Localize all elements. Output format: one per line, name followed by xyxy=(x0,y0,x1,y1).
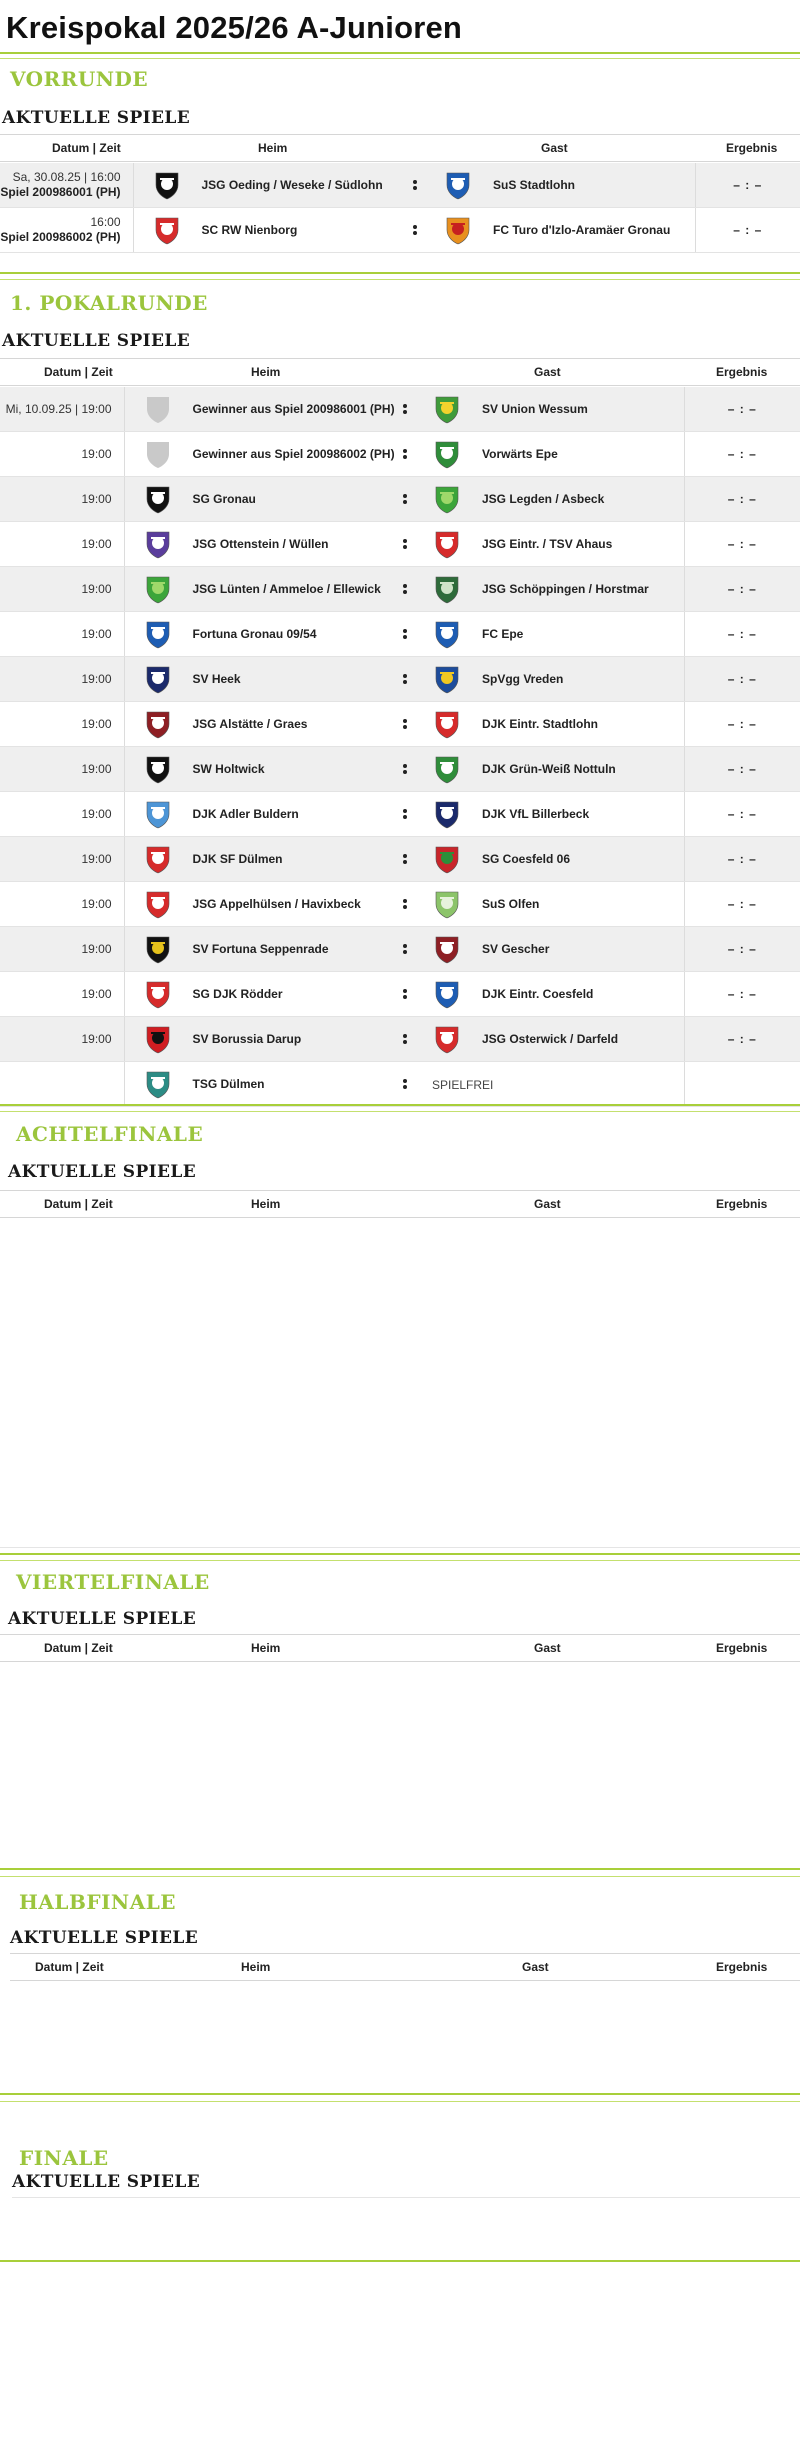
col-heim: Heim xyxy=(251,1641,281,1655)
home-team-name[interactable]: SV Borussia Darup xyxy=(192,1032,302,1046)
score-separator xyxy=(396,522,414,567)
home-team-cell xyxy=(124,612,396,657)
away-team-name[interactable]: JSG Osterwick / Darfeld xyxy=(482,1032,619,1046)
colon-icon xyxy=(403,1032,408,1046)
away-team-cell xyxy=(425,208,695,253)
away-team-cell xyxy=(414,432,684,477)
crest-red-white-icon xyxy=(143,889,173,919)
result-cell xyxy=(684,567,800,612)
table-row[interactable] xyxy=(0,657,800,702)
away-team-cell xyxy=(414,522,684,567)
colon-icon xyxy=(403,582,408,596)
page-title: Kreispokal 2025/26 A-Junioren xyxy=(6,10,463,45)
game-date-cell xyxy=(0,567,124,612)
home-team-cell xyxy=(133,208,405,253)
home-team-name[interactable]: SV Fortuna Seppenrade xyxy=(192,942,329,956)
score-separator xyxy=(396,477,414,522)
result-cell xyxy=(684,792,800,837)
game-date-cell xyxy=(0,612,124,657)
col-datum: Datum | Zeit xyxy=(35,1960,104,1974)
crest-blue-white-icon xyxy=(143,619,173,649)
game-date-cell xyxy=(0,882,124,927)
score-separator xyxy=(396,972,414,1017)
table-row[interactable] xyxy=(0,612,800,657)
score-separator xyxy=(396,747,414,792)
away-team-cell xyxy=(425,163,695,208)
game-number: Spiel 200986001 (PH) xyxy=(0,185,121,199)
away-team-cell xyxy=(414,477,684,522)
game-number: Spiel 200986002 (PH) xyxy=(0,230,121,244)
game-date: 19:00 xyxy=(81,761,112,776)
colon-icon xyxy=(403,717,408,731)
home-team-cell xyxy=(124,1017,396,1062)
placeholder-shield-icon xyxy=(143,439,173,469)
result-placeholder[interactable]: – : – xyxy=(727,537,757,552)
home-team-cell xyxy=(124,972,396,1017)
section-divider xyxy=(0,1553,800,1555)
home-team-name[interactable]: JSG Appelhülsen / Havixbeck xyxy=(192,897,361,911)
game-date: 19:00 xyxy=(81,1031,112,1046)
result-placeholder[interactable]: – : – xyxy=(727,717,757,732)
table-header xyxy=(10,1953,800,1981)
colon-icon xyxy=(403,852,408,866)
crest-green-white-icon xyxy=(432,439,462,469)
table-row[interactable] xyxy=(0,792,800,837)
result-placeholder[interactable]: – : – xyxy=(727,582,757,597)
game-date: 19:00 xyxy=(81,851,112,866)
section-divider xyxy=(0,272,800,274)
game-date: 19:00 xyxy=(81,986,112,1001)
current-games-heading: AKTUELLE SPIELE xyxy=(2,108,191,128)
away-team-name[interactable]: JSG Schöppingen / Horstmar xyxy=(482,582,649,596)
home-team-cell xyxy=(133,163,405,208)
crest-red-white-icon xyxy=(143,979,173,1009)
col-ergebnis: Ergebnis xyxy=(716,1641,768,1655)
home-team-name[interactable]: TSG Dülmen xyxy=(192,1077,265,1091)
away-team-name[interactable]: JSG Eintr. / TSV Ahaus xyxy=(482,537,613,551)
col-ergebnis: Ergebnis xyxy=(716,365,768,379)
away-team-name[interactable]: FC Turo d'Izlo-Aramäer Gronau xyxy=(493,223,671,237)
home-team-cell xyxy=(124,657,396,702)
result-cell xyxy=(684,702,800,747)
away-team-name[interactable]: SuS Stadtlohn xyxy=(493,178,575,192)
result-cell xyxy=(695,208,800,253)
home-team-name[interactable]: JSG Ottenstein / Wüllen xyxy=(192,537,329,551)
away-team-name[interactable]: SV Union Wessum xyxy=(482,402,588,416)
score-separator xyxy=(405,163,425,208)
section-divider xyxy=(0,1560,800,1561)
section-divider xyxy=(0,1876,800,1877)
game-date-cell xyxy=(0,477,124,522)
game-date-cell xyxy=(0,792,124,837)
colon-icon xyxy=(403,897,408,911)
home-team-cell xyxy=(124,1062,396,1107)
colon-icon xyxy=(403,402,408,416)
crest-red-white-icon xyxy=(432,709,462,739)
game-date-cell xyxy=(0,163,133,208)
result-cell xyxy=(684,882,800,927)
section-title-finale: FINALE xyxy=(19,2146,109,2170)
away-team-cell xyxy=(414,792,684,837)
game-date: 19:00 xyxy=(81,581,112,596)
crest-blue-yellow-icon xyxy=(432,664,462,694)
table-row[interactable] xyxy=(0,1017,800,1062)
game-date: 19:00 xyxy=(81,806,112,821)
result-cell xyxy=(684,657,800,702)
crest-red-green-icon xyxy=(432,844,462,874)
crest-green-yellow-icon xyxy=(432,394,462,424)
col-gast: Gast xyxy=(534,1641,561,1655)
result-cell xyxy=(684,747,800,792)
colon-icon xyxy=(403,672,408,686)
result-cell xyxy=(684,477,800,522)
home-team-name[interactable]: SG Gronau xyxy=(192,492,256,506)
score-separator xyxy=(396,882,414,927)
score-separator xyxy=(396,1062,414,1107)
colon-icon xyxy=(403,762,408,776)
home-team-name[interactable]: SV Heek xyxy=(192,672,241,686)
crest-navy-white-icon xyxy=(432,799,462,829)
away-team-cell xyxy=(414,972,684,1017)
table-header xyxy=(0,134,800,162)
table-row[interactable] xyxy=(0,432,800,477)
result-placeholder[interactable]: – : – xyxy=(733,178,763,193)
game-date-cell xyxy=(0,432,124,477)
game-date-cell xyxy=(0,747,124,792)
home-team-cell xyxy=(124,477,396,522)
crest-purple-white-icon xyxy=(143,529,173,559)
games-table-vorrunde xyxy=(0,163,800,253)
col-ergebnis: Ergebnis xyxy=(726,141,778,155)
col-gast: Gast xyxy=(522,1960,549,1974)
col-heim: Heim xyxy=(251,365,281,379)
away-team-cell xyxy=(414,1062,684,1107)
game-date: Sa, 30.08.25 | 16:00 xyxy=(12,170,121,184)
col-ergebnis: Ergebnis xyxy=(716,1197,768,1211)
table-row[interactable] xyxy=(0,163,800,208)
crest-teal-white-icon xyxy=(143,1069,173,1099)
crest-blue-white-icon xyxy=(432,979,462,1009)
score-separator xyxy=(396,387,414,432)
score-separator xyxy=(396,432,414,477)
section-divider xyxy=(0,58,800,59)
result-placeholder[interactable]: – : – xyxy=(727,627,757,642)
away-team-name[interactable]: FC Epe xyxy=(482,627,524,641)
away-team-name[interactable]: DJK Eintr. Coesfeld xyxy=(482,987,594,1001)
score-separator xyxy=(396,657,414,702)
table-bottom-line xyxy=(0,1547,800,1548)
table-row[interactable] xyxy=(0,567,800,612)
home-team-name[interactable]: Gewinner aus Spiel 200986001 (PH) xyxy=(192,402,395,416)
away-team-name[interactable]: SG Coesfeld 06 xyxy=(482,852,571,866)
col-datum: Datum | Zeit xyxy=(44,1197,113,1211)
crest-orange-red-icon xyxy=(443,215,473,245)
col-gast: Gast xyxy=(534,365,561,379)
score-separator xyxy=(396,702,414,747)
away-team-cell xyxy=(414,657,684,702)
result-cell xyxy=(684,927,800,972)
away-team-name[interactable]: SuS Olfen xyxy=(482,897,540,911)
result-placeholder[interactable]: – : – xyxy=(727,1032,757,1047)
section-title-vorrunde: VORRUNDE xyxy=(10,67,149,91)
crest-red-white-icon xyxy=(143,844,173,874)
away-team-cell xyxy=(414,882,684,927)
home-team-name[interactable]: SW Holtwick xyxy=(192,762,265,776)
crest-red-white-icon xyxy=(432,1024,462,1054)
home-team-cell xyxy=(124,522,396,567)
away-team-name[interactable]: JSG Legden / Asbeck xyxy=(482,492,605,506)
away-team-cell xyxy=(414,747,684,792)
home-team-name[interactable]: Gewinner aus Spiel 200986002 (PH) xyxy=(192,447,395,461)
away-team-cell xyxy=(414,387,684,432)
result-cell xyxy=(684,612,800,657)
score-separator xyxy=(396,837,414,882)
crest-lightblue-white-icon xyxy=(143,799,173,829)
home-team-cell xyxy=(124,702,396,747)
table-header xyxy=(0,1190,800,1218)
section-divider xyxy=(0,2260,800,2262)
section-title-halbfinale: HALBFINALE xyxy=(19,1890,177,1914)
away-team-name[interactable]: SV Gescher xyxy=(482,942,550,956)
crest-blue-white-icon xyxy=(432,619,462,649)
table-row[interactable] xyxy=(0,702,800,747)
section-title-achtelfinale: ACHTELFINALE xyxy=(16,1122,204,1146)
crest-darkgreen-icon xyxy=(432,574,462,604)
crest-green-icon xyxy=(432,484,462,514)
placeholder-shield-icon xyxy=(143,394,173,424)
result-placeholder[interactable]: – : – xyxy=(727,672,757,687)
game-date-cell xyxy=(0,1062,124,1107)
table-row[interactable] xyxy=(0,882,800,927)
game-date: 19:00 xyxy=(81,536,112,551)
crest-darkred-white-icon xyxy=(143,709,173,739)
game-date-cell xyxy=(0,522,124,567)
game-date: 19:00 xyxy=(81,671,112,686)
result-placeholder[interactable]: – : – xyxy=(727,447,757,462)
table-row[interactable] xyxy=(0,477,800,522)
result-placeholder[interactable]: – : – xyxy=(727,942,757,957)
game-date-cell xyxy=(0,208,133,253)
result-placeholder[interactable]: – : – xyxy=(727,807,757,822)
section-divider xyxy=(0,1111,800,1112)
score-separator xyxy=(396,612,414,657)
col-ergebnis: Ergebnis xyxy=(716,1960,768,1974)
table-row[interactable] xyxy=(0,208,800,253)
game-date: 19:00 xyxy=(81,446,112,461)
col-heim: Heim xyxy=(251,1197,281,1211)
col-heim: Heim xyxy=(241,1960,271,1974)
section-divider xyxy=(0,52,800,54)
score-separator xyxy=(396,927,414,972)
game-date-cell xyxy=(0,972,124,1017)
home-team-name[interactable]: SG DJK Rödder xyxy=(192,987,283,1001)
current-games-heading: AKTUELLE SPIELE xyxy=(8,1162,197,1182)
crest-red-white-icon xyxy=(432,529,462,559)
current-games-heading: AKTUELLE SPIELE xyxy=(10,1928,199,1948)
home-team-cell xyxy=(124,432,396,477)
col-heim: Heim xyxy=(258,141,288,155)
away-team-name[interactable]: DJK VfL Billerbeck xyxy=(482,807,590,821)
game-date: 16:00 xyxy=(90,215,121,229)
result-cell xyxy=(684,972,800,1017)
section-divider xyxy=(0,2093,800,2095)
current-games-heading: AKTUELLE SPIELE xyxy=(2,331,191,351)
game-date: 19:00 xyxy=(81,896,112,911)
away-team-name[interactable]: Vorwärts Epe xyxy=(482,447,558,461)
crest-red-black-icon xyxy=(143,1024,173,1054)
away-team-cell xyxy=(414,1017,684,1062)
colon-icon xyxy=(403,537,408,551)
table-row[interactable] xyxy=(0,522,800,567)
crest-blue-white-icon xyxy=(443,170,473,200)
section-divider xyxy=(0,1868,800,1870)
current-games-heading: AKTUELLE SPIELE xyxy=(8,1609,197,1629)
crest-darkred-white-icon xyxy=(432,934,462,964)
crest-red-white-icon xyxy=(152,215,182,245)
home-team-cell xyxy=(124,747,396,792)
home-team-cell xyxy=(124,837,396,882)
result-placeholder[interactable]: – : – xyxy=(727,897,757,912)
away-team-cell xyxy=(414,927,684,972)
col-datum: Datum | Zeit xyxy=(44,365,113,379)
game-date-cell xyxy=(0,1017,124,1062)
bye-label: SPIELFREI xyxy=(432,1077,494,1092)
crest-black-red-yellow-icon xyxy=(143,934,173,964)
result-placeholder[interactable]: – : – xyxy=(727,492,757,507)
colon-icon xyxy=(403,987,408,1001)
home-team-cell xyxy=(124,387,396,432)
colon-icon xyxy=(413,223,418,237)
colon-icon xyxy=(403,807,408,821)
home-team-cell xyxy=(124,927,396,972)
result-placeholder[interactable]: – : – xyxy=(727,762,757,777)
colon-icon xyxy=(403,447,408,461)
current-games-heading: AKTUELLE SPIELE xyxy=(12,2172,201,2192)
home-team-name[interactable]: JSG Oeding / Weseke / Südlohn xyxy=(201,178,383,192)
result-cell xyxy=(695,163,800,208)
crest-green-icon xyxy=(143,574,173,604)
crest-black-white-icon xyxy=(143,484,173,514)
result-placeholder[interactable]: – : – xyxy=(727,987,757,1002)
col-gast: Gast xyxy=(534,1197,561,1211)
col-datum: Datum | Zeit xyxy=(44,1641,113,1655)
crest-black-white-icon xyxy=(143,754,173,784)
home-team-name[interactable]: JSG Alstätte / Graes xyxy=(192,717,308,731)
col-datum: Datum | Zeit xyxy=(52,141,121,155)
colon-icon xyxy=(403,942,408,956)
result-cell xyxy=(684,837,800,882)
result-cell xyxy=(684,387,800,432)
section-title-pokalrunde: 1. POKALRUNDE xyxy=(10,291,208,315)
colon-icon xyxy=(403,492,408,506)
games-table-pokalrunde xyxy=(0,387,800,1107)
section-divider xyxy=(0,279,800,280)
away-team-cell xyxy=(414,837,684,882)
home-team-cell xyxy=(124,882,396,927)
game-date-cell xyxy=(0,837,124,882)
game-date-cell xyxy=(0,387,124,432)
table-row[interactable] xyxy=(0,837,800,882)
away-team-cell xyxy=(414,567,684,612)
game-date: 19:00 xyxy=(81,716,112,731)
home-team-cell xyxy=(124,567,396,612)
table-row[interactable] xyxy=(0,972,800,1017)
score-separator xyxy=(405,208,425,253)
section-divider xyxy=(0,1104,800,1106)
col-gast: Gast xyxy=(541,141,568,155)
home-team-name[interactable]: JSG Lünten / Ammeloe / Ellewick xyxy=(192,582,381,596)
result-cell xyxy=(684,522,800,567)
result-placeholder[interactable]: – : – xyxy=(727,402,757,417)
table-header xyxy=(0,1634,800,1662)
home-team-name[interactable]: DJK Adler Buldern xyxy=(192,807,299,821)
score-separator xyxy=(396,792,414,837)
result-placeholder[interactable]: – : – xyxy=(733,223,763,238)
table-row[interactable] xyxy=(0,1062,800,1107)
table-row[interactable] xyxy=(0,387,800,432)
table-top-line xyxy=(12,2197,800,2198)
game-date: Mi, 10.09.25 | 19:00 xyxy=(5,401,112,416)
game-date: 19:00 xyxy=(81,941,112,956)
crest-navy-white-icon xyxy=(143,664,173,694)
table-row[interactable] xyxy=(0,927,800,972)
home-team-name[interactable]: SC RW Nienborg xyxy=(201,223,298,237)
game-date-cell xyxy=(0,927,124,972)
section-title-viertelfinale: VIERTELFINALE xyxy=(16,1570,210,1594)
score-separator xyxy=(396,1017,414,1062)
game-date: 19:00 xyxy=(81,626,112,641)
table-row[interactable] xyxy=(0,747,800,792)
game-date: 19:00 xyxy=(81,491,112,506)
away-team-name[interactable]: SpVgg Vreden xyxy=(482,672,564,686)
away-team-name[interactable]: DJK Grün-Weiß Nottuln xyxy=(482,762,616,776)
home-team-name[interactable]: Fortuna Gronau 09/54 xyxy=(192,627,317,641)
result-placeholder[interactable]: – : – xyxy=(727,852,757,867)
colon-icon xyxy=(403,1077,408,1091)
crest-black-white-icon xyxy=(152,170,182,200)
result-cell xyxy=(684,1062,800,1107)
home-team-name[interactable]: DJK SF Dülmen xyxy=(192,852,283,866)
table-header xyxy=(0,358,800,386)
section-divider xyxy=(0,2101,800,2102)
result-cell xyxy=(684,1017,800,1062)
away-team-name[interactable]: DJK Eintr. Stadtlohn xyxy=(482,717,599,731)
crest-lightgreen-icon xyxy=(432,889,462,919)
colon-icon xyxy=(403,627,408,641)
away-team-cell xyxy=(414,702,684,747)
score-separator xyxy=(396,567,414,612)
colon-icon xyxy=(413,178,418,192)
home-team-cell xyxy=(124,792,396,837)
away-team-cell xyxy=(414,612,684,657)
game-date-cell xyxy=(0,657,124,702)
result-cell xyxy=(684,432,800,477)
game-date-cell xyxy=(0,702,124,747)
crest-green-white-icon xyxy=(432,754,462,784)
